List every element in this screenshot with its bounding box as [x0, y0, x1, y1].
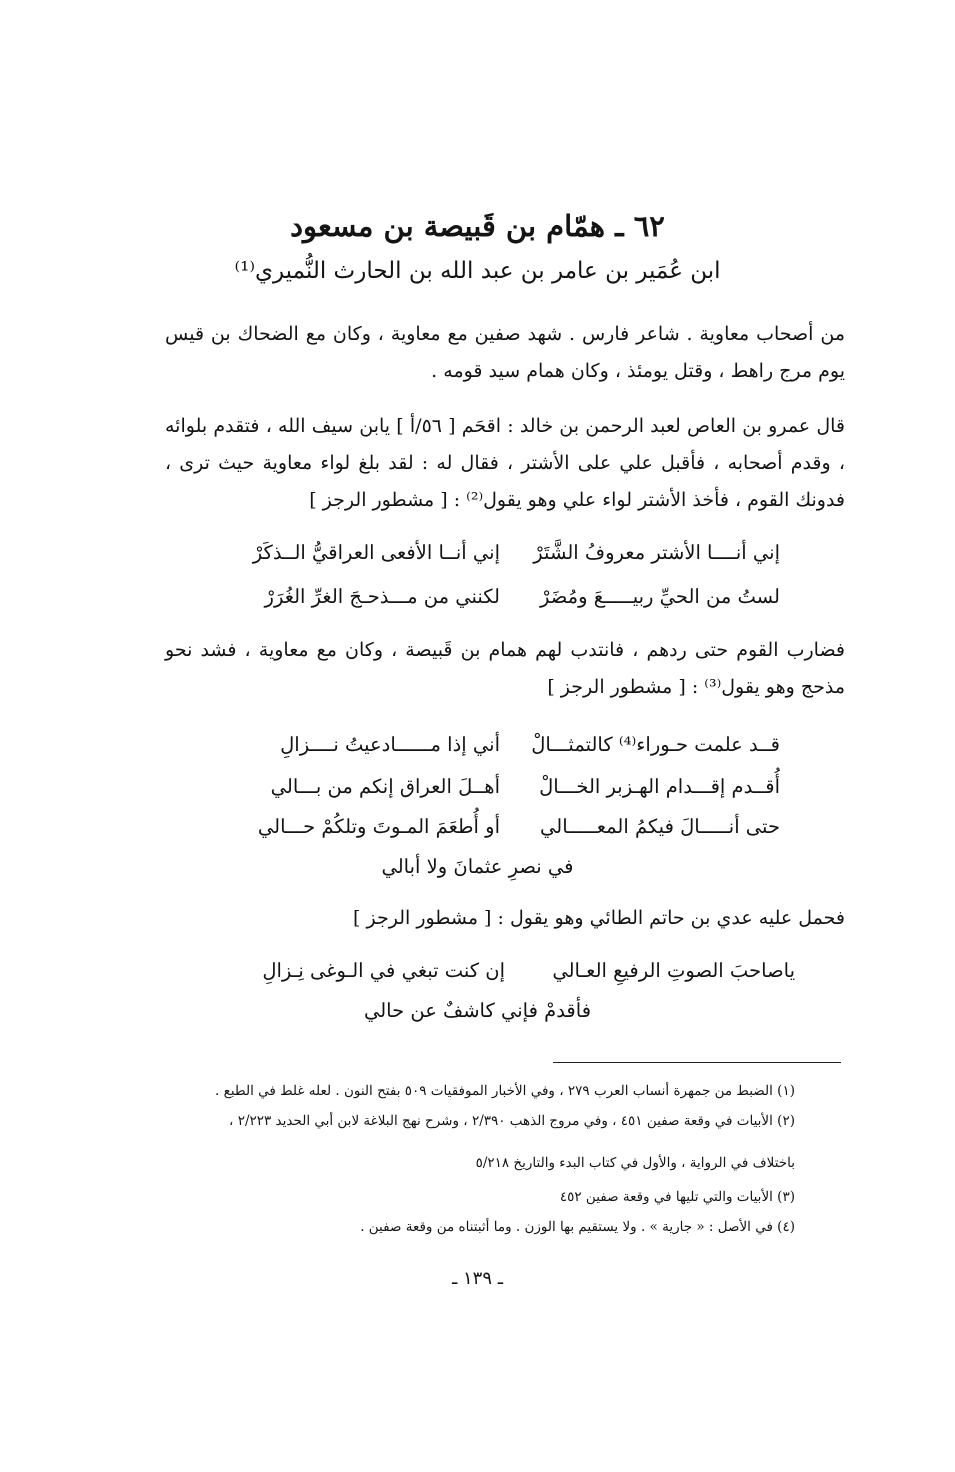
- entry-title: ٦٢ ـ همّام بن قَبيصة بن مسعود: [290, 209, 665, 243]
- poem1-line1-second-hemistich: إني أنــا الأفعى العراقيُّ الــذكَرْ: [252, 541, 500, 564]
- poem1-line2-second-hemistich: لكنني من مـــذحـجَ الغرِّ الغُرَرْ: [264, 585, 500, 608]
- poem2-line3-second-hemistich: أو أُطعَمَ المـوتَ وتلكُمْ حـــالي: [257, 815, 500, 838]
- poem1-line1-first-hemistich: إني أنــــا الأشتر معروفُ الشَّتَرْ: [533, 541, 780, 564]
- biography-paragraph: من أصحاب معاوية . شاعر فارس . شهد صفين مع معاوية ، وكان مع الضحاك بن قيس يوم مرج راهط ، وقتل يومئذ ، وكان همام سيد قومه .: [165, 323, 845, 382]
- narration-paragraph-1: قال عمرو بن العاص لعبد الرحمن بن خالد : اقحَم [ ٥٦/أ ] يابن سيف الله ، فتقدم بلوائه ، وقدم أصحابه ، فأقبل علي على الأشتر ، فقال له : لقد بلغ لواء معاوية حيث ترى ، فدونك القوم ، فأخذ الأشتر لواء علي وهو يقول⁽²⁾ : [ مشطور الرجز ]: [165, 415, 846, 511]
- poem2-line1-first-hemistich: قــد علمت حـوراء⁽⁴⁾ كالتمثـــالْ: [531, 733, 780, 756]
- page-number: ـ ١٣٩ ـ: [451, 1268, 503, 1289]
- entry-lineage: ابن عُمَير بن عامر بن عبد الله بن الحارث النُّميري⁽¹⁾: [234, 258, 721, 284]
- poem3-closing-line: فأقدمْ فإني كاشفٌ عن حالي: [363, 999, 592, 1022]
- poem1-line2-first-hemistich: لستُ من الحيِّ ربيـــــعَ ومُضَرْ: [540, 585, 780, 608]
- narration-paragraph-2: فضارب القوم حتى ردهم ، فانتدب لهم همام بن قَبيصة ، وكان مع معاوية ، فشد نحو مذحج وهو يقول⁽³⁾ : [ مشطور الرجز ]: [165, 639, 845, 698]
- footnote-3: (٣) الأبيات والتي تليها في وقعة صفين ٤٥٢: [559, 1189, 795, 1205]
- poem2-line3-first-hemistich: حتى أنـــــالَ فيكمُ المعـــــالي: [540, 815, 780, 838]
- footnote-4: (٤) في الأصل : « جارية » . ولا يستقيم بها الوزن . وما أثبتناه من وقعة صفين .: [360, 1219, 795, 1235]
- footnote-2-continued: باختلاف في الرواية ، والأول في كتاب البدء والتاريخ ٥/٢١٨: [475, 1155, 795, 1171]
- poem2-line2-first-hemistich: أُقــدم إقـــدام الهـزبر الخـــالْ: [539, 775, 780, 798]
- poem3-line1-second-hemistich: إن كنت تبغي في الـوغى نِـزالِ: [262, 959, 505, 982]
- footnote-2: (٢) الأبيات في وقعة صفين ٤٥١ ، وفي مروج الذهب ٢/٣٩٠ ، وشرح نهج البلاغة لابن أبي الحديد ٢/٢٢٣ ،: [229, 1113, 795, 1129]
- narration-paragraph-3: فحمل عليه عدي بن حاتم الطائي وهو يقول : [ مشطور الرجز ]: [353, 907, 845, 929]
- footnote-divider: [553, 1062, 841, 1063]
- poem3-line1-first-hemistich: ياصاحبَ الصوتِ الرفيعِ العـالي: [552, 959, 795, 982]
- poem2-line2-second-hemistich: أهــلَ العراق إنكم من بـــالي: [270, 775, 500, 798]
- poem2-line1-second-hemistich: أني إذا مــــــادعيتُ نــــزالِ: [280, 733, 500, 756]
- footnote-1: (١) الضبط من جمهرة أنساب العرب ٢٧٩ ، وفي الأخبار الموفقيات ٥٠٩ بفتح النون . لعله غلط في الطبع .: [215, 1083, 795, 1099]
- poem2-closing-line: في نصرِ عثمانَ ولا أبالي: [381, 855, 574, 878]
